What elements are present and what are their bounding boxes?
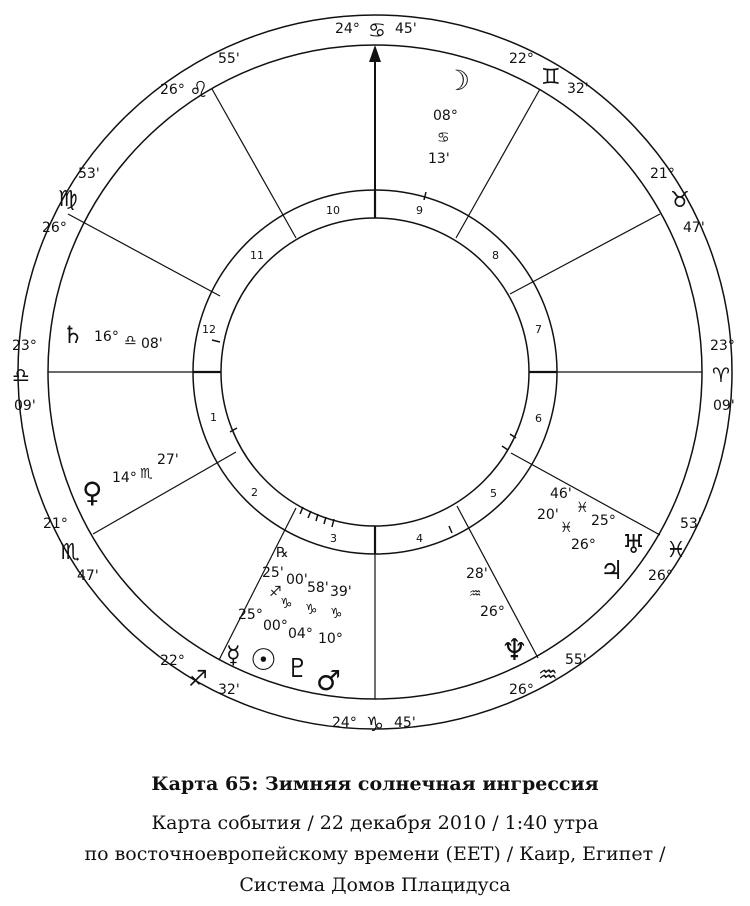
cusp11-minutes: 55' bbox=[218, 51, 240, 67]
jupiter-minutes: 46' bbox=[550, 486, 572, 502]
cusp6-sign-icon: ♓ bbox=[666, 538, 686, 563]
chart-caption-line-1: Карта события / 22 декабря 2010 / 1:40 утра bbox=[151, 812, 599, 834]
jupiter-sign-icon: ♓ bbox=[576, 500, 589, 516]
ic-degree: 24° bbox=[332, 715, 357, 731]
sun-icon: ☉ bbox=[250, 643, 277, 678]
cusp6-minutes: 53' bbox=[680, 516, 702, 532]
venus-sign-icon: ♏ bbox=[140, 466, 153, 482]
cusp-line-12 bbox=[68, 214, 220, 296]
cusp5-minutes: 55' bbox=[565, 652, 587, 668]
cusp-line-8 bbox=[510, 214, 660, 294]
cusp6-degree: 26° bbox=[648, 568, 673, 584]
house-number-2: 2 bbox=[251, 486, 258, 499]
cusp5-degree: 26° bbox=[509, 682, 534, 698]
moon-sign-icon: ♋ bbox=[437, 130, 450, 146]
dsc-degree: 23° bbox=[710, 338, 735, 354]
pluto-sign-icon: ♑ bbox=[305, 602, 318, 618]
neptune-degree: 26° bbox=[480, 604, 505, 620]
house-number-3: 3 bbox=[330, 532, 337, 545]
mercury-sign-icon: ♐ bbox=[269, 584, 282, 600]
jupiter-icon: ♃ bbox=[600, 556, 624, 586]
cusp-line-9 bbox=[456, 89, 540, 238]
cusp-line-3 bbox=[219, 508, 296, 660]
saturn-minutes: 08' bbox=[141, 336, 163, 352]
ic-minutes: 45' bbox=[394, 715, 416, 731]
mercury-degree: 25° bbox=[238, 607, 263, 623]
cusp11-degree: 26° bbox=[160, 82, 185, 98]
mars-degree: 10° bbox=[318, 631, 343, 647]
asc-degree: 23° bbox=[12, 338, 37, 354]
mc-sign-icon: ♋ bbox=[368, 18, 386, 42]
uranus-sign-icon: ♓ bbox=[560, 520, 573, 536]
house-number-12: 12 bbox=[202, 323, 216, 336]
pluto-icon: ♇ bbox=[286, 654, 310, 684]
mars-sign-icon: ♑ bbox=[330, 606, 343, 622]
mercury-retrograde-icon: ℞ bbox=[276, 545, 289, 561]
sun-sign-icon: ♑ bbox=[280, 596, 293, 612]
neptune-minutes: 28' bbox=[466, 566, 488, 582]
mc-minutes: 45' bbox=[395, 21, 417, 37]
cusp12-minutes: 53' bbox=[78, 166, 100, 182]
saturn-sign-icon: ♎ bbox=[124, 333, 137, 349]
venus-degree: 14° bbox=[112, 470, 137, 486]
house-numbers bbox=[202, 204, 542, 545]
cusp2-degree: 21° bbox=[43, 516, 68, 532]
house-number-1: 1 bbox=[210, 411, 217, 424]
inner-cusp-segments bbox=[193, 190, 557, 554]
venus-icon: ♀ bbox=[82, 476, 103, 509]
dsc-sign-icon: ♈ bbox=[712, 363, 730, 387]
cusp-line-11 bbox=[212, 89, 296, 238]
pluto-minutes: 58' bbox=[307, 580, 329, 596]
house-number-9: 9 bbox=[416, 204, 423, 217]
house-number-7: 7 bbox=[535, 323, 542, 336]
ic-sign-icon: ♑ bbox=[366, 712, 384, 736]
mars-minutes: 39' bbox=[330, 584, 352, 600]
cusp3-minutes: 32' bbox=[218, 682, 240, 698]
planets bbox=[62, 64, 645, 697]
sun-degree: 00° bbox=[263, 618, 288, 634]
uranus-degree: 26° bbox=[571, 537, 596, 553]
chart-caption-title: Карта 65: Зимняя солнечная ингрессия bbox=[151, 773, 599, 795]
planet-ticks bbox=[212, 192, 516, 533]
saturn-icon: ♄ bbox=[62, 321, 84, 349]
jupiter-degree: 25° bbox=[591, 513, 616, 529]
uranus-minutes: 20' bbox=[537, 507, 559, 523]
cusp8-degree: 21° bbox=[650, 166, 675, 182]
asc-minutes: 09' bbox=[14, 398, 36, 414]
house-number-6: 6 bbox=[535, 412, 542, 425]
chart-caption-line-3: Система Домов Плацидуса bbox=[239, 874, 511, 896]
venus-minutes: 27' bbox=[157, 452, 179, 468]
cusp-line-6 bbox=[511, 453, 660, 535]
cusp9-sign-icon: ♊ bbox=[541, 65, 561, 90]
cusp3-sign-icon: ♐ bbox=[188, 667, 208, 692]
house-number-10: 10 bbox=[326, 204, 340, 217]
moon-degree: 08° bbox=[433, 108, 458, 124]
cusp5-sign-icon: ♒ bbox=[538, 663, 558, 688]
uranus-icon: ♅ bbox=[622, 530, 646, 560]
house-number-5: 5 bbox=[490, 487, 497, 500]
cusp2-minutes: 47' bbox=[77, 568, 99, 584]
neptune-icon: ♆ bbox=[501, 633, 528, 668]
chart-caption-line-2: по восточноевропейскому времени (EET) / Каир, Египет / bbox=[84, 843, 666, 865]
pluto-degree: 04° bbox=[288, 626, 313, 642]
cusp8-sign-icon: ♉ bbox=[670, 188, 690, 213]
house-number-11: 11 bbox=[250, 249, 264, 262]
cusp12-sign-icon: ♍ bbox=[58, 187, 78, 212]
mercury-minutes: 25' bbox=[262, 565, 284, 581]
cusp12-degree: 26° bbox=[42, 220, 67, 236]
neptune-sign-icon: ♒ bbox=[469, 586, 482, 602]
asc-sign-icon: ♎ bbox=[12, 363, 30, 387]
cusp-labels bbox=[12, 18, 735, 736]
cusp11-sign-icon: ♌ bbox=[189, 78, 209, 103]
saturn-degree: 16° bbox=[94, 329, 119, 345]
mc-degree: 24° bbox=[335, 21, 360, 37]
cusp8-minutes: 47' bbox=[683, 220, 705, 236]
house-inner-ring bbox=[221, 218, 529, 526]
dsc-minutes: 09' bbox=[713, 398, 735, 414]
house-number-8: 8 bbox=[492, 249, 499, 262]
cusp9-minutes: 32' bbox=[567, 81, 589, 97]
house-outer-ring bbox=[193, 190, 557, 554]
cusp3-degree: 22° bbox=[160, 653, 185, 669]
moon-icon: ☽ bbox=[445, 64, 471, 97]
cusp2-sign-icon: ♏ bbox=[60, 540, 80, 565]
moon-minutes: 13' bbox=[428, 151, 450, 167]
house-number-4: 4 bbox=[416, 532, 423, 545]
mars-icon: ♂ bbox=[316, 664, 342, 697]
sun-minutes: 00' bbox=[286, 572, 308, 588]
mc-arrow bbox=[369, 45, 381, 190]
mercury-icon: ☿ bbox=[226, 641, 241, 669]
cusp9-degree: 22° bbox=[509, 51, 534, 67]
